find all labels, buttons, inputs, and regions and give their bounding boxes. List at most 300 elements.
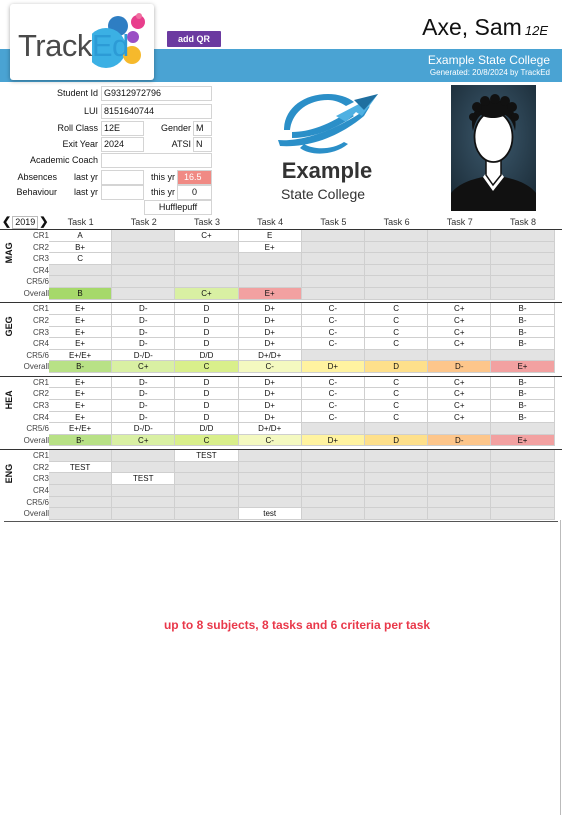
grade-cell[interactable]	[49, 473, 112, 485]
criteria-label: CR2	[32, 389, 49, 399]
grade-cell[interactable]	[302, 485, 365, 497]
overall-grade-cell[interactable]: D	[365, 361, 428, 373]
grade-cell[interactable]: B-	[491, 338, 554, 350]
grade-cell[interactable]	[491, 350, 554, 362]
academic-coach-label: Academic Coach	[29, 155, 98, 165]
overall-grade-cell[interactable]	[491, 288, 554, 300]
overall-grade-cell[interactable]	[49, 508, 112, 520]
grade-cell[interactable]	[428, 423, 491, 435]
grade-cell[interactable]: TEST	[175, 450, 238, 462]
grade-cell[interactable]	[175, 485, 238, 497]
subject-block	[0, 302, 562, 375]
grade-cell[interactable]: C+	[428, 327, 491, 339]
criteria-label: CR4	[32, 265, 49, 275]
grade-cell[interactable]: C	[365, 400, 428, 412]
overall-row	[0, 508, 562, 520]
grade-cell[interactable]: D/D	[175, 350, 238, 362]
student-class: 12E	[524, 23, 548, 38]
grade-cell[interactable]: B-	[491, 303, 554, 315]
grade-cell[interactable]: C	[365, 338, 428, 350]
grade-cell[interactable]: E+	[49, 377, 112, 389]
grade-cell[interactable]: C-	[302, 327, 365, 339]
task-header: Task 4	[257, 217, 284, 227]
grade-cell[interactable]	[428, 462, 491, 474]
grade-cell[interactable]: E+/E+	[49, 350, 112, 362]
behaviour-last-yr-value	[101, 185, 144, 200]
grade-cell[interactable]	[428, 473, 491, 485]
grade-cell[interactable]	[491, 450, 554, 462]
grade-cell[interactable]	[428, 450, 491, 462]
behaviour-last-yr-label: last yr	[73, 187, 98, 197]
roll-class-label: Roll Class	[57, 123, 98, 133]
grade-cell[interactable]: C-	[302, 338, 365, 350]
criteria-row	[0, 276, 562, 288]
grade-cell[interactable]	[428, 230, 491, 242]
grade-cell[interactable]: D-	[112, 400, 175, 412]
grade-cell[interactable]	[491, 473, 554, 485]
logo-ed: Ed	[91, 28, 129, 63]
criteria-row	[0, 338, 562, 350]
grade-cell[interactable]	[428, 253, 491, 265]
criteria-row	[0, 388, 562, 400]
grade-cell[interactable]: E+	[49, 400, 112, 412]
overall-grade-cell[interactable]: C	[175, 435, 238, 447]
grade-cell[interactable]: C-	[302, 400, 365, 412]
grade-cell[interactable]	[365, 265, 428, 277]
grade-cell[interactable]	[112, 497, 175, 509]
grade-cell[interactable]	[491, 485, 554, 497]
student-name-heading	[422, 14, 548, 41]
grade-cell[interactable]: C-	[302, 412, 365, 424]
criteria-row	[0, 242, 562, 254]
page-edge	[560, 520, 561, 815]
grade-cell[interactable]	[112, 485, 175, 497]
criteria-label: CR3	[32, 474, 49, 484]
overall-grade-cell[interactable]	[365, 288, 428, 300]
grade-cell[interactable]: D+	[239, 338, 302, 350]
grade-cell[interactable]	[365, 497, 428, 509]
grade-cell[interactable]	[428, 485, 491, 497]
school-logo	[270, 86, 390, 208]
overall-grade-cell[interactable]: C-	[239, 435, 302, 447]
grade-cell[interactable]	[365, 485, 428, 497]
generated-label: Generated: 20/8/2024 by TrackEd	[429, 68, 550, 77]
overall-row	[0, 288, 562, 300]
criteria-label: CR3	[32, 400, 49, 410]
house-value: Hufflepuff	[144, 200, 212, 215]
logo-text	[18, 28, 129, 64]
criteria-row	[0, 265, 562, 277]
criteria-row	[0, 303, 562, 315]
grade-cell[interactable]	[302, 265, 365, 277]
grade-cell[interactable]: D-/D-	[112, 350, 175, 362]
criteria-row	[0, 485, 562, 497]
criteria-row	[0, 253, 562, 265]
grade-cell[interactable]: C+	[428, 303, 491, 315]
overall-grade-cell[interactable]	[302, 508, 365, 520]
criteria-label: CR1	[32, 451, 49, 461]
grade-cell[interactable]: B-	[491, 388, 554, 400]
grade-cell[interactable]	[365, 242, 428, 254]
criteria-label: Overall	[23, 435, 49, 445]
grade-cell[interactable]: TEST	[49, 462, 112, 474]
grade-cell[interactable]	[302, 473, 365, 485]
grade-cell[interactable]: E+	[49, 338, 112, 350]
grade-cell[interactable]: E+	[239, 242, 302, 254]
year-value: 2019	[12, 216, 38, 229]
criteria-label: CR2	[32, 315, 49, 325]
overall-grade-cell[interactable]: test	[239, 508, 302, 520]
grade-cell[interactable]	[49, 276, 112, 288]
grade-cell[interactable]	[239, 485, 302, 497]
grade-cell[interactable]	[365, 230, 428, 242]
grade-cell[interactable]: D	[175, 377, 238, 389]
criteria-row	[0, 327, 562, 339]
grade-cell[interactable]	[491, 462, 554, 474]
grade-cell[interactable]	[49, 265, 112, 277]
subject-name: GEG	[4, 316, 14, 337]
add-qr-button[interactable]: add QR	[167, 31, 221, 47]
absences-label: Absences	[17, 172, 57, 182]
criteria-label: CR5/6	[26, 350, 49, 360]
criteria-label: CR1	[32, 231, 49, 240]
criteria-row	[0, 350, 562, 362]
overall-grade-cell[interactable]	[175, 508, 238, 520]
grid-bottom-divider	[4, 521, 558, 522]
grade-cell[interactable]	[239, 473, 302, 485]
behaviour-label: Behaviour	[16, 187, 57, 197]
overall-grade-cell[interactable]: B-	[49, 361, 112, 373]
roll-class-value: 12E	[101, 121, 144, 136]
grade-cell[interactable]: C	[365, 388, 428, 400]
student-id-label: Student Id	[56, 88, 98, 98]
criteria-label: CR4	[32, 412, 49, 422]
grade-cell[interactable]: D-	[112, 377, 175, 389]
task-header: Task 3	[193, 217, 220, 227]
criteria-row	[0, 497, 562, 509]
task-header: Task 2	[130, 217, 157, 227]
grade-cell[interactable]	[302, 276, 365, 288]
grade-cell[interactable]: B+	[49, 242, 112, 254]
grade-cell[interactable]: C	[365, 315, 428, 327]
criteria-label: CR4	[32, 485, 49, 495]
grade-cell[interactable]	[365, 462, 428, 474]
grade-cell[interactable]: C	[365, 412, 428, 424]
trackedlogo	[10, 4, 154, 80]
overall-grade-cell[interactable]: D+	[302, 435, 365, 447]
grade-cell[interactable]	[365, 473, 428, 485]
grade-cell[interactable]: D	[175, 412, 238, 424]
criteria-row	[0, 473, 562, 485]
overall-grade-cell[interactable]	[428, 288, 491, 300]
grade-cell[interactable]: C+	[428, 388, 491, 400]
grade-cell[interactable]: A	[49, 230, 112, 242]
subject-block	[0, 449, 562, 522]
grade-cell[interactable]	[491, 423, 554, 435]
grade-cell[interactable]: C+	[428, 338, 491, 350]
grade-cell[interactable]: D+/D+	[239, 423, 302, 435]
grade-cell[interactable]: D	[175, 303, 238, 315]
criteria-row	[0, 230, 562, 242]
grade-cell[interactable]	[239, 450, 302, 462]
grade-cell[interactable]	[239, 265, 302, 277]
criteria-label: CR5/6	[26, 497, 49, 507]
grade-cell[interactable]: C+	[428, 412, 491, 424]
criteria-label: CR1	[32, 377, 49, 387]
criteria-row	[0, 412, 562, 424]
grade-cell[interactable]: D-	[112, 315, 175, 327]
gender-value: M	[193, 121, 212, 136]
student-name: Axe, Sam	[422, 14, 522, 40]
grade-cell[interactable]: C+	[428, 377, 491, 389]
grade-cell[interactable]	[302, 462, 365, 474]
grade-cell[interactable]: E+	[49, 388, 112, 400]
criteria-row	[0, 462, 562, 474]
subject-name: MAG	[4, 242, 14, 264]
overall-row	[0, 435, 562, 447]
overall-grade-cell[interactable]: B-	[49, 435, 112, 447]
grade-cell[interactable]	[428, 497, 491, 509]
grade-cell[interactable]	[49, 450, 112, 462]
grade-cell[interactable]	[49, 485, 112, 497]
grade-cell[interactable]	[365, 423, 428, 435]
task-header: Task 8	[509, 217, 536, 227]
exit-year-label: Exit Year	[62, 139, 98, 149]
overall-grade-cell[interactable]: C+	[112, 361, 175, 373]
overall-grade-cell[interactable]: E+	[239, 288, 302, 300]
grade-cell[interactable]: D-	[112, 303, 175, 315]
grade-cell[interactable]	[491, 253, 554, 265]
grade-cell[interactable]: D	[175, 338, 238, 350]
grade-cell[interactable]: D	[175, 327, 238, 339]
criteria-label: CR3	[32, 254, 49, 264]
criteria-label: Overall	[23, 362, 49, 372]
overall-grade-cell[interactable]: D+	[302, 361, 365, 373]
criteria-label: CR5/6	[26, 277, 49, 287]
overall-grade-cell[interactable]: C+	[112, 435, 175, 447]
grade-cell[interactable]: C-	[302, 388, 365, 400]
grade-cell[interactable]: TEST	[112, 473, 175, 485]
grade-cell[interactable]	[365, 450, 428, 462]
overall-row	[0, 361, 562, 373]
grade-cell[interactable]	[239, 276, 302, 288]
school-logo-title: Example	[281, 158, 373, 183]
student-id-value: G9312972796	[101, 86, 212, 101]
grade-cell[interactable]: D+	[239, 315, 302, 327]
footer-note: up to 8 subjects, 8 tasks and 6 criteria per task	[163, 618, 431, 632]
criteria-row	[0, 315, 562, 327]
grade-cell[interactable]	[302, 450, 365, 462]
grade-cell[interactable]	[365, 253, 428, 265]
grade-cell[interactable]	[239, 462, 302, 474]
grade-cell[interactable]: D+	[239, 412, 302, 424]
grade-cell[interactable]: D	[175, 388, 238, 400]
criteria-label: CR4	[32, 339, 49, 349]
grade-cell[interactable]: B-	[491, 412, 554, 424]
grade-cell[interactable]	[112, 265, 175, 277]
grade-cell[interactable]: D+	[239, 303, 302, 315]
grade-cell[interactable]	[365, 276, 428, 288]
grade-cell[interactable]	[175, 276, 238, 288]
grade-cell[interactable]: B-	[491, 327, 554, 339]
task-header: Task 1	[67, 217, 94, 227]
school-logo-subtitle: State College	[280, 186, 366, 202]
grade-cell[interactable]	[302, 350, 365, 362]
grade-cell[interactable]: D+/D+	[239, 350, 302, 362]
grade-cell[interactable]	[302, 242, 365, 254]
grade-cell[interactable]	[428, 265, 491, 277]
lui-label: LUI	[83, 106, 98, 116]
grade-cell[interactable]: E	[239, 230, 302, 242]
grade-cell[interactable]: D-/D-	[112, 423, 175, 435]
grade-cell[interactable]	[428, 350, 491, 362]
overall-grade-cell[interactable]: D	[365, 435, 428, 447]
grade-cell[interactable]	[112, 253, 175, 265]
grade-cell[interactable]	[491, 230, 554, 242]
grade-cell[interactable]: D/D	[175, 423, 238, 435]
grade-cell[interactable]	[428, 242, 491, 254]
grade-cell[interactable]	[239, 497, 302, 509]
grade-cell[interactable]	[365, 350, 428, 362]
student-photo	[451, 85, 536, 211]
overall-grade-cell[interactable]	[428, 508, 491, 520]
grade-cell[interactable]: D-	[112, 388, 175, 400]
grade-cell[interactable]	[112, 242, 175, 254]
grade-cell[interactable]: B-	[491, 377, 554, 389]
year-nav	[2, 216, 48, 229]
overall-grade-cell[interactable]: C-	[239, 361, 302, 373]
subject-name: ENG	[4, 463, 14, 484]
grade-cell[interactable]	[175, 497, 238, 509]
grade-cell[interactable]: D+	[239, 388, 302, 400]
criteria-label: CR5/6	[26, 424, 49, 434]
grade-cell[interactable]	[428, 276, 491, 288]
grade-cell[interactable]: E+	[49, 303, 112, 315]
grade-cell[interactable]: D-	[112, 338, 175, 350]
grade-cell[interactable]	[112, 450, 175, 462]
grade-cell[interactable]: D+	[239, 377, 302, 389]
grade-cell[interactable]: E+	[49, 315, 112, 327]
grade-cell[interactable]	[175, 253, 238, 265]
grade-cell[interactable]	[175, 242, 238, 254]
grade-cell[interactable]: D-	[112, 327, 175, 339]
grade-cell[interactable]: E+/E+	[49, 423, 112, 435]
grade-cell[interactable]: C	[49, 253, 112, 265]
task-header: Task 6	[383, 217, 410, 227]
subject-block	[0, 376, 562, 449]
overall-grade-cell[interactable]: E+	[491, 361, 554, 373]
grade-cell[interactable]	[112, 462, 175, 474]
behaviour-this-yr-value: 0	[177, 185, 212, 200]
grade-cell[interactable]: B-	[491, 400, 554, 412]
chevron-right-icon[interactable]: ❯	[39, 216, 49, 228]
absences-this-yr-label: this yr	[150, 172, 175, 182]
subject-name: HEA	[4, 390, 14, 410]
overall-grade-cell[interactable]	[491, 508, 554, 520]
task-header: Task 5	[320, 217, 347, 227]
exit-year-value: 2024	[101, 137, 144, 152]
overall-grade-cell[interactable]: B	[49, 288, 112, 300]
grade-cell[interactable]: C-	[302, 303, 365, 315]
criteria-label: Overall	[23, 289, 49, 298]
grade-cell[interactable]: C	[365, 303, 428, 315]
grade-cell[interactable]: D-	[112, 412, 175, 424]
grade-cell[interactable]: B-	[491, 315, 554, 327]
grade-cell[interactable]: D	[175, 400, 238, 412]
grade-cell[interactable]: D	[175, 315, 238, 327]
gender-label: Gender	[160, 123, 191, 133]
logo-track: Track	[18, 28, 92, 63]
grade-cell[interactable]: C-	[302, 315, 365, 327]
grade-cell[interactable]: C	[365, 377, 428, 389]
grade-cell[interactable]	[112, 230, 175, 242]
grade-cell[interactable]	[175, 462, 238, 474]
grade-cell[interactable]	[302, 253, 365, 265]
grade-cell[interactable]	[302, 230, 365, 242]
atsi-label: ATSI	[171, 139, 191, 149]
grade-cell[interactable]	[49, 497, 112, 509]
criteria-row	[0, 450, 562, 462]
grade-cell[interactable]	[112, 276, 175, 288]
criteria-label: Overall	[23, 509, 49, 519]
overall-grade-cell[interactable]: E+	[491, 435, 554, 447]
grade-cell[interactable]	[491, 242, 554, 254]
behaviour-this-yr-label: this yr	[150, 187, 175, 197]
atsi-value: N	[193, 137, 212, 152]
grade-cell[interactable]: D+	[239, 400, 302, 412]
absences-last-yr-value	[101, 170, 144, 185]
absences-this-yr-value: 16.5	[177, 170, 212, 185]
grade-cell[interactable]	[175, 473, 238, 485]
grade-cell[interactable]	[491, 265, 554, 277]
chevron-left-icon[interactable]: ❮	[2, 216, 12, 228]
overall-grade-cell[interactable]: D-	[428, 361, 491, 373]
grade-cell[interactable]	[175, 265, 238, 277]
grade-cell[interactable]	[302, 497, 365, 509]
grade-cell[interactable]: C+	[175, 230, 238, 242]
overall-grade-cell[interactable]	[112, 288, 175, 300]
grade-cell[interactable]	[302, 423, 365, 435]
overall-grade-cell[interactable]: D-	[428, 435, 491, 447]
grade-cell[interactable]: C+	[428, 400, 491, 412]
overall-grade-cell[interactable]	[302, 288, 365, 300]
grade-cell[interactable]	[491, 497, 554, 509]
task-header: Task 7	[446, 217, 473, 227]
criteria-row	[0, 400, 562, 412]
grade-cell[interactable]: E+	[49, 412, 112, 424]
overall-grade-cell[interactable]	[112, 508, 175, 520]
lui-value: 8151640744	[101, 104, 212, 119]
grade-cell[interactable]	[239, 253, 302, 265]
grade-cell[interactable]: C	[365, 327, 428, 339]
overall-grade-cell[interactable]	[365, 508, 428, 520]
criteria-row	[0, 423, 562, 435]
academic-coach-value	[101, 153, 212, 168]
criteria-row	[0, 377, 562, 389]
avatar-silhouette-icon	[451, 85, 536, 211]
criteria-label: CR2	[32, 462, 49, 472]
grade-cell[interactable]	[491, 276, 554, 288]
criteria-label: CR2	[32, 242, 49, 252]
absences-last-yr-label: last yr	[73, 172, 98, 182]
grade-cell[interactable]: C+	[428, 315, 491, 327]
overall-grade-cell[interactable]: C	[175, 361, 238, 373]
grade-cell[interactable]: C-	[302, 377, 365, 389]
overall-grade-cell[interactable]: C+	[175, 288, 238, 300]
subject-block	[0, 229, 562, 302]
grade-cell[interactable]: E+	[49, 327, 112, 339]
grade-cell[interactable]: D+	[239, 327, 302, 339]
